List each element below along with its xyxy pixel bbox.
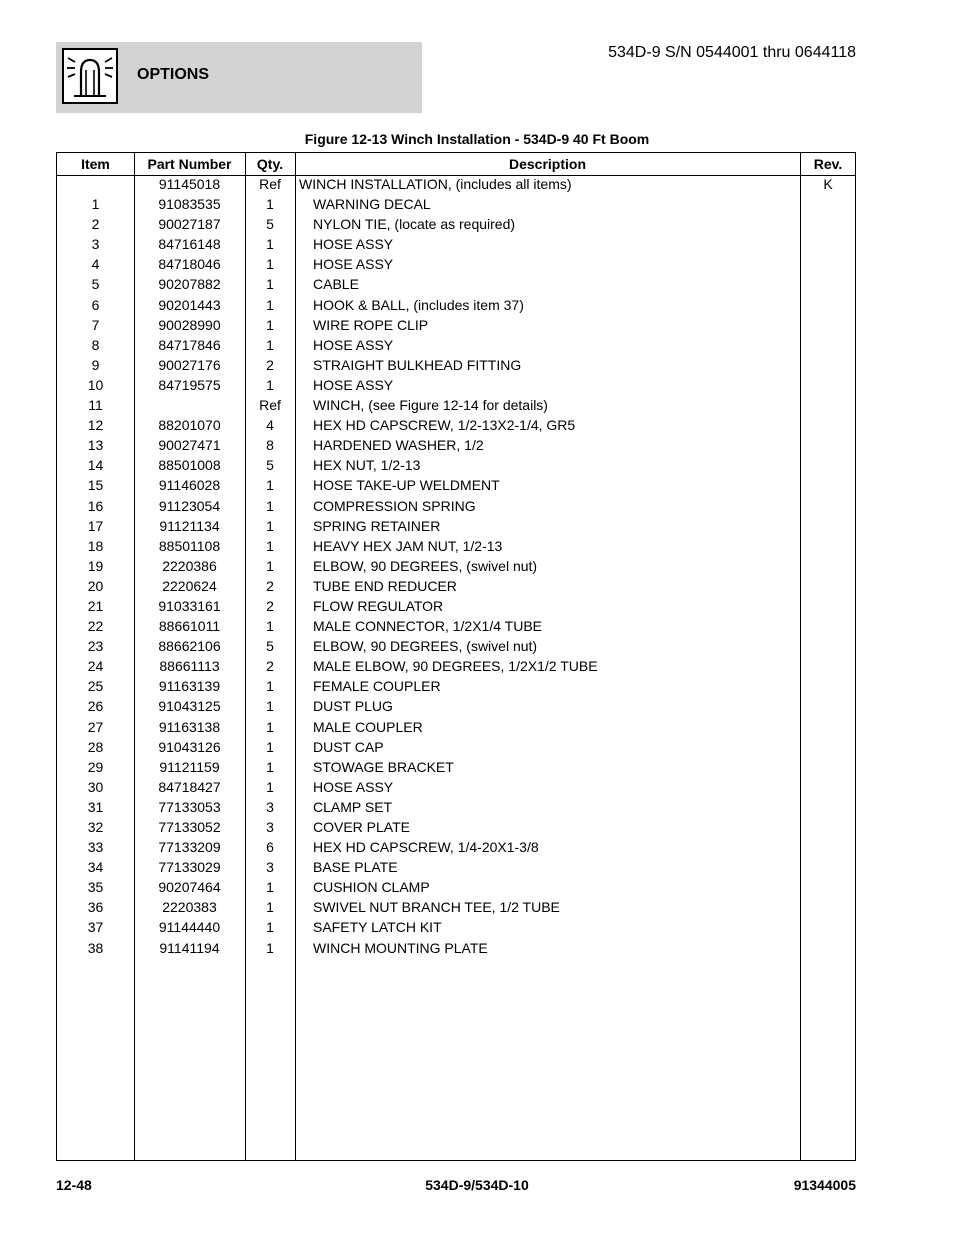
item-cell: 16: [87, 497, 104, 514]
description-cell: MALE CONNECTOR, 1/2X1/4 TUBE: [313, 618, 542, 635]
parts-list: [57, 174, 855, 958]
description-cell: HOSE ASSY: [313, 778, 394, 795]
description-cell: WINCH INSTALLATION, (includes all items): [299, 176, 572, 192]
part-number-cell: 2220386: [162, 557, 217, 574]
item-cell: 27: [87, 718, 104, 735]
qty-cell: 1: [266, 738, 274, 755]
options-lightbulb-icon: [62, 48, 118, 104]
description-cell: HEX NUT, 1/2-13: [313, 457, 421, 474]
part-number-cell: 77133209: [158, 839, 221, 856]
part-number-cell: 84717846: [158, 336, 221, 353]
item-cell: 35: [87, 879, 104, 896]
part-number-cell: 90207882: [158, 276, 221, 293]
qty-cell: 2: [266, 577, 274, 594]
description-cell: FEMALE COUPLER: [313, 678, 441, 695]
description-cell: HOOK & BALL, (includes item 37): [313, 296, 524, 313]
item-cell: 28: [87, 738, 104, 755]
item-cell: 36: [87, 899, 104, 916]
qty-cell: 3: [266, 859, 274, 876]
description-cell: HOSE TAKE-UP WELDMENT: [313, 477, 500, 494]
part-number-cell: 88201070: [158, 417, 221, 434]
description-cell: HARDENED WASHER, 1/2: [313, 437, 484, 454]
table-row: [57, 435, 855, 455]
table-row: [57, 837, 855, 857]
item-cell: 31: [87, 798, 104, 815]
table-row: [57, 395, 855, 415]
table-row: [57, 415, 855, 435]
description-cell: CLAMP SET: [313, 798, 393, 815]
column-header-part-number: Part Number: [147, 156, 232, 172]
qty-cell: 1: [266, 296, 274, 313]
part-number-cell: 77133052: [158, 819, 221, 835]
description-cell: WIRE ROPE CLIP: [313, 316, 429, 333]
description-cell: WARNING DECAL: [313, 196, 431, 213]
part-number-cell: 91121134: [159, 517, 220, 534]
part-number-cell: 91083535: [158, 196, 221, 213]
table-row: [57, 254, 855, 274]
part-number-cell: 2220624: [162, 577, 217, 594]
qty-cell: 1: [266, 718, 274, 735]
part-number-cell: 90027176: [158, 356, 221, 373]
table-row: [57, 817, 855, 837]
item-cell: 10: [87, 376, 104, 393]
item-cell: 34: [87, 859, 104, 876]
table-row: [57, 315, 855, 335]
qty-cell: Ref: [259, 176, 281, 192]
qty-cell: 1: [266, 557, 274, 574]
section-header: [56, 42, 422, 113]
item-cell: 30: [87, 778, 104, 795]
table-row: [57, 717, 855, 737]
table-row: [57, 556, 855, 576]
item-cell: 20: [87, 577, 104, 594]
qty-cell: 5: [266, 638, 274, 655]
table-row: [57, 656, 855, 676]
qty-cell: 1: [266, 517, 274, 534]
description-cell: DUST PLUG: [313, 698, 393, 715]
column-header-description: Description: [508, 156, 586, 172]
item-cell: 17: [87, 517, 104, 534]
description-cell: CUSHION CLAMP: [313, 879, 430, 896]
item-cell: 14: [87, 457, 104, 474]
description-cell: TUBE END REDUCER: [313, 577, 457, 594]
item-cell: 3: [91, 236, 100, 253]
description-cell: STOWAGE BRACKET: [313, 758, 454, 775]
item-cell: 7: [91, 316, 100, 333]
description-cell: COVER PLATE: [313, 819, 410, 835]
table-row: [57, 676, 855, 696]
qty-cell: 1: [266, 758, 274, 775]
rev-cell: K: [823, 176, 833, 192]
part-number-cell: 91141194: [159, 939, 220, 956]
document-number: 91344005: [793, 1177, 856, 1193]
table-row: [57, 877, 855, 897]
part-number-cell: 2220383: [162, 899, 217, 916]
item-cell: 9: [91, 356, 100, 373]
part-number-cell: 88501008: [158, 457, 221, 474]
parts-table: [56, 152, 856, 1161]
table-row: [57, 274, 855, 294]
section-title: OPTIONS: [137, 66, 210, 83]
table-row: [57, 355, 855, 375]
item-cell: 29: [87, 758, 104, 775]
part-number-cell: 88661011: [158, 618, 221, 635]
description-cell: MALE ELBOW, 90 DEGREES, 1/2X1/2 TUBE: [313, 658, 598, 675]
table-row: [57, 616, 855, 636]
item-cell: 13: [87, 437, 104, 454]
part-number-cell: 77133029: [158, 859, 221, 876]
description-cell: HOSE ASSY: [313, 336, 394, 353]
footer-models: 534D-9/534D-10: [425, 1177, 529, 1193]
description-cell: HOSE ASSY: [313, 256, 394, 273]
description-cell: COMPRESSION SPRING: [313, 497, 476, 514]
part-number-cell: 91163139: [158, 678, 221, 695]
part-number-cell: 84718427: [158, 778, 221, 795]
qty-cell: 2: [266, 597, 274, 614]
part-number-cell: 91043126: [158, 738, 221, 755]
part-number-cell: 91163138: [158, 718, 221, 735]
page-number: 12-48: [56, 1177, 92, 1193]
description-cell: WINCH, (see Figure 12-14 for details): [313, 397, 548, 414]
item-cell: 19: [87, 557, 104, 574]
item-cell: 24: [87, 658, 104, 675]
item-cell: 6: [91, 296, 100, 313]
qty-cell: 1: [266, 497, 274, 514]
description-cell: HEAVY HEX JAM NUT, 1/2-13: [313, 537, 503, 554]
qty-cell: 1: [266, 778, 274, 795]
qty-cell: 2: [266, 356, 274, 373]
qty-cell: Ref: [259, 397, 281, 414]
qty-cell: 1: [266, 698, 274, 715]
table-row: [57, 214, 855, 234]
column-header-item: Item: [81, 156, 110, 172]
description-cell: HOSE ASSY: [313, 236, 394, 253]
description-cell: NYLON TIE, (locate as required): [313, 216, 516, 233]
item-cell: 18: [87, 537, 104, 554]
description-cell: DUST CAP: [313, 738, 384, 755]
part-number-cell: 91043125: [158, 698, 221, 715]
part-number-cell: 88662106: [158, 638, 221, 655]
qty-cell: 2: [266, 658, 274, 675]
item-cell: 22: [87, 618, 104, 635]
qty-cell: 1: [266, 919, 274, 936]
item-cell: 4: [91, 256, 100, 273]
table-row: [57, 757, 855, 777]
table-row: [57, 234, 855, 254]
qty-cell: 1: [266, 618, 274, 635]
qty-cell: 1: [266, 336, 274, 353]
description-cell: WINCH MOUNTING PLATE: [313, 939, 488, 956]
table-row: [57, 475, 855, 495]
description-cell: CABLE: [313, 276, 359, 293]
table-row: [57, 938, 855, 958]
item-cell: 5: [91, 276, 100, 293]
part-number-cell: 88661113: [159, 658, 220, 675]
part-number-cell: 77133053: [158, 798, 221, 815]
item-cell: 23: [87, 638, 104, 655]
qty-cell: 1: [266, 879, 274, 896]
part-number-cell: 90201443: [158, 296, 221, 313]
item-cell: 8: [91, 336, 100, 353]
item-cell: 21: [87, 597, 104, 614]
qty-cell: 1: [266, 236, 274, 253]
table-row: [57, 777, 855, 797]
part-number-cell: 91033161: [158, 597, 221, 614]
table-row: [57, 696, 855, 716]
item-cell: 15: [87, 477, 104, 494]
description-cell: HEX HD CAPSCREW, 1/2-13X2-1/4, GR5: [313, 417, 576, 434]
item-cell: 32: [87, 819, 104, 835]
qty-cell: 3: [266, 819, 274, 835]
description-cell: MALE COUPLER: [313, 718, 423, 735]
description-cell: SPRING RETAINER: [313, 517, 441, 534]
part-number-cell: 91144440: [158, 919, 221, 936]
description-cell: SAFETY LATCH KIT: [313, 919, 442, 936]
description-cell: ELBOW, 90 DEGREES, (swivel nut): [313, 638, 538, 655]
qty-cell: 6: [266, 839, 274, 856]
qty-cell: 1: [266, 256, 274, 273]
part-number-cell: 88501108: [158, 537, 221, 554]
qty-cell: 5: [266, 457, 274, 474]
table-row: [57, 455, 855, 475]
qty-cell: 1: [266, 477, 274, 494]
table-row: [57, 536, 855, 556]
qty-cell: 1: [266, 537, 274, 554]
column-header-qty: Qty.: [256, 156, 284, 172]
table-row: [57, 857, 855, 877]
column-header-rev: Rev.: [813, 156, 843, 172]
table-row: [57, 295, 855, 315]
item-cell: 37: [87, 919, 104, 936]
table-row: [57, 496, 855, 516]
table-row: [57, 897, 855, 917]
table-row: [57, 797, 855, 817]
item-cell: 2: [91, 216, 100, 233]
table-row: [57, 194, 855, 214]
item-cell: 11: [88, 397, 103, 414]
qty-cell: 1: [266, 276, 274, 293]
qty-cell: 1: [266, 939, 274, 956]
part-number-cell: 90027187: [158, 216, 221, 233]
item-cell: 26: [87, 698, 104, 715]
table-row: [57, 174, 855, 194]
table-row: [57, 636, 855, 656]
description-cell: HEX HD CAPSCREW, 1/4-20X1-3/8: [313, 839, 539, 856]
qty-cell: 1: [266, 678, 274, 695]
table-row: [57, 576, 855, 596]
qty-cell: 5: [266, 216, 274, 233]
description-cell: ELBOW, 90 DEGREES, (swivel nut): [313, 557, 538, 574]
model-serial-range: 534D-9 S/N 0544001 thru 0644118: [608, 44, 856, 61]
part-number-cell: 91121159: [159, 758, 220, 775]
description-cell: BASE PLATE: [313, 859, 398, 876]
table-row: [57, 335, 855, 355]
description-cell: SWIVEL NUT BRANCH TEE, 1/2 TUBE: [313, 899, 560, 916]
part-number-cell: 90027471: [158, 437, 221, 454]
part-number-cell: 84719575: [158, 376, 221, 393]
description-cell: FLOW REGULATOR: [313, 597, 444, 614]
part-number-cell: 90207464: [158, 879, 221, 896]
table-row: [57, 917, 855, 937]
part-number-cell: 84716148: [158, 236, 221, 253]
part-number-cell: 84718046: [158, 256, 221, 273]
part-number-cell: 91146028: [158, 477, 221, 494]
qty-cell: 1: [266, 316, 274, 333]
item-cell: 12: [87, 417, 104, 434]
description-cell: STRAIGHT BULKHEAD FITTING: [313, 356, 522, 373]
part-number-cell: 91123054: [158, 497, 221, 514]
qty-cell: 1: [266, 376, 274, 393]
qty-cell: 1: [266, 196, 274, 213]
figure-title: Figure 12-13 Winch Installation - 534D-9 40 Ft Boom: [304, 131, 650, 147]
table-row: [57, 375, 855, 395]
table-row: [57, 737, 855, 757]
qty-cell: 4: [266, 417, 274, 434]
table-row: [57, 516, 855, 536]
description-cell: HOSE ASSY: [313, 376, 394, 393]
item-cell: 33: [87, 839, 104, 856]
item-cell: 1: [91, 196, 100, 213]
part-number-cell: 91145018: [158, 176, 221, 192]
item-cell: 38: [87, 939, 104, 956]
part-number-cell: 90028990: [158, 316, 221, 333]
qty-cell: 1: [266, 899, 274, 916]
item-cell: 25: [87, 678, 104, 695]
table-row: [57, 596, 855, 616]
qty-cell: 3: [266, 798, 274, 815]
qty-cell: 8: [266, 437, 274, 454]
